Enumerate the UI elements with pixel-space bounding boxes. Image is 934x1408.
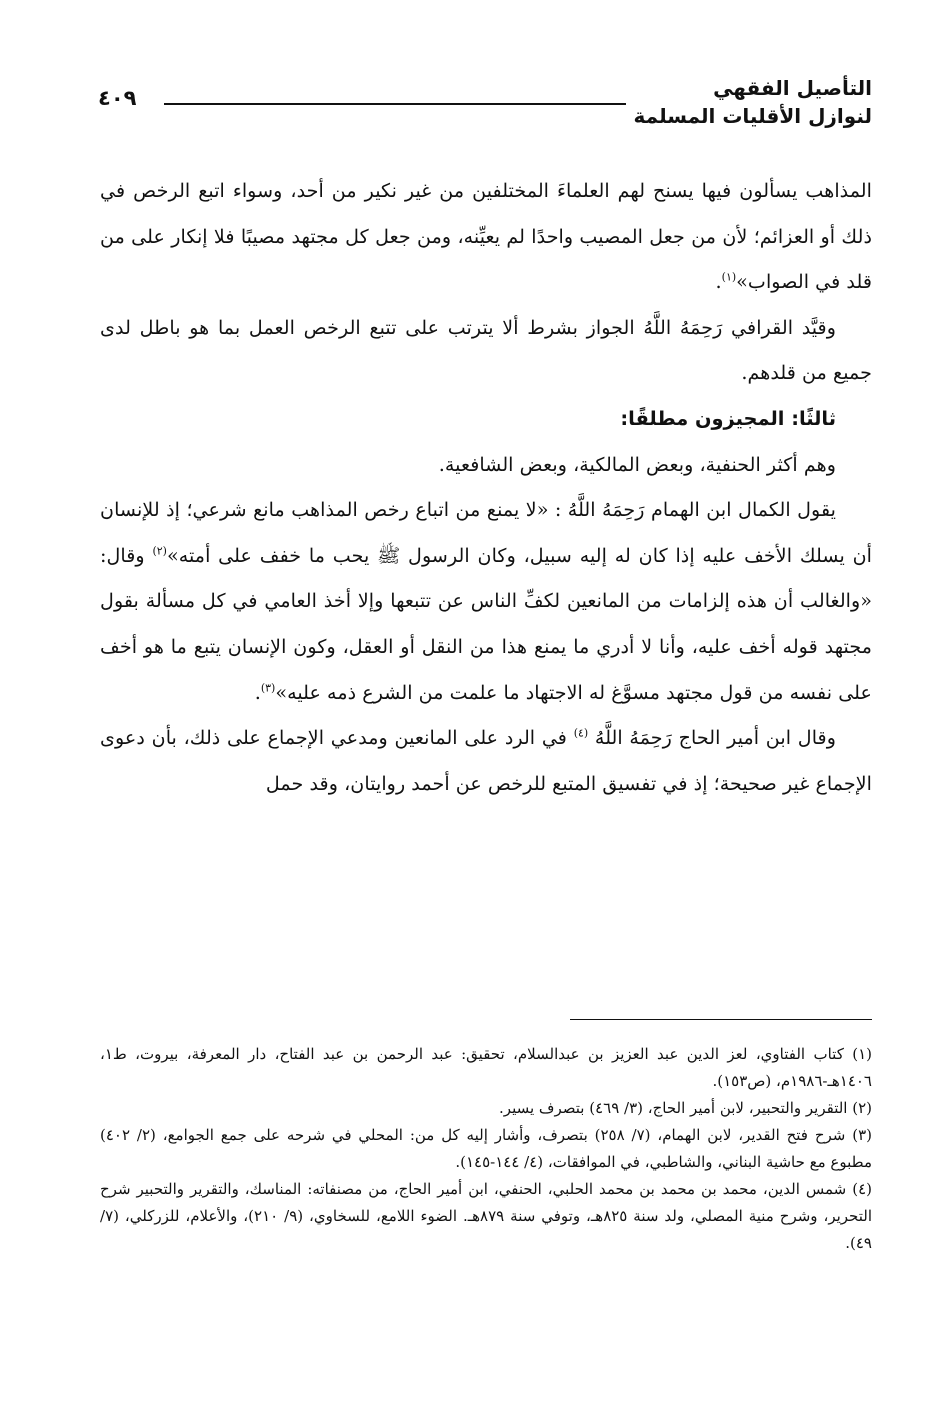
paragraph-3: وهم أكثر الحنفية، وبعض المالكية، وبعض الشافعية. [438,452,836,476]
paragraph-5-text-a: وقال ابن أمير الحاج رَحِمَهُ اللَّهُ [588,726,836,750]
footnote-3: (٣) شرح فتح القدير، لابن الهمام، (٧/ ٢٥٨) بتصرف، وأشار إليه كل من: المحلي في شرحه على جمع الجوامع، (٢/ ٤٠٢) مطبوع مع حاشية البناني، والشاطبي، في الموافقات، (٤/ ١٤٤-١٤٥). [100,1126,873,1171]
footnote-4: (٤) شمس الدين، محمد بن محمد بن محمد الحلبي، الحنفي، ابن أمير الحاج، من مصنفاته: المناسك، والتقرير والتحبير شرح التحرير، وشرح منية المصلي، ولد سنة ٨٢٥هـ، وتوفي سنة ٨٧٩هـ. الضوء اللامع، للسخاوي، (٩/ ٢١٠)، والأعلام، للزركلي، (٧/ ٤٩). [100,1180,872,1252]
book-title-line-2: لنوازل الأقليات المسلمة [633,104,872,128]
section-heading: ثالثًا: المجيزون مطلقًا: [620,406,836,430]
paragraph-1-end: . [715,270,722,294]
paragraph-2: وقيَّد القرافي رَحِمَهُ اللَّهُ الجواز بشرط ألا يترتب على تتبع الرخص العمل بما هو باطل لدى جميع من قلدهم. [100,315,872,385]
footnote-2: (٢) التقرير والتحبير، لابن أمير الحاج، (٣/ ٤٦٩) بتصرف يسير. [499,1099,872,1117]
footnote-ref-2: (٢) [152,544,167,558]
paragraph-4 [100,487,872,715]
header-rule [164,103,626,105]
paragraph-4-text-a: يقول الكمال ابن الهمام رَحِمَهُ اللَّهُ : «لا يمنع من اتباع رخص المذاهب مانع شرعي؛ إذ للإنسان أن يسلك الأخف عليه إذا كان له إليه سبيل، وكان الرسول ﷺ يحب ما خفف على أمته» [100,498,872,567]
running-header [92,66,882,138]
paragraph-5-text-b: في الرد على المانعين ومدعي الإجماع على ذلك، بأن دعوى الإجماع غير صحيحة؛ إذ في تفسيق المتبع للرخص عن أحمد روايتان، وقد حمل [100,726,872,795]
paragraph-4-end: . [254,680,261,704]
paragraph-5 [100,715,872,806]
footnote-ref-4: (٤) [573,726,589,740]
paragraph-1 [100,168,872,305]
footnote-separator [570,1019,872,1020]
page-number: ٤٠٩ [98,86,137,110]
footnotes [100,1041,872,1257]
footnote-ref-3: (٣) [260,681,276,695]
footnote-1: (١) كتاب الفتاوي، لعز الدين عبد العزيز بن عبدالسلام، تحقيق: عبد الرحمن بن عبد الفتاح، دار المعرفة، بيروت، ط١، ١٤٠٦هـ-١٩٨٦م، (ص١٥٣). [100,1045,872,1090]
book-title [634,74,872,130]
paragraph-4-text-b: وقال: «والغالب أن هذه إلزامات من المانعين لكفِّ الناس عن تتبعها وإلا أخذ العامي في كل مسألة بقول مجتهد قوله أخف عليه، وأنا لا أدري ما يمنع هذا من النقل أو العقل، وكون الإنسان يتبع ما هو أخف على نفسه من قول مجتهد مسوَّغ له الاجتهاد ما علمت من الشرع ذمه عليه» [100,543,872,704]
paragraph-1-text: المذاهب يسألون فيها يسنح لهم العلماءَ المختلفين من غير نكير من أحد، وسواء اتبع الرخص في ذلك أو العزائم؛ لأن من جعل المصيب واحدًا لم يعيِّنه، ومن جعل كل مجتهد مصيبًا فلا إنكار على من قلد في الصواب» [100,179,872,294]
book-title-line-1: التأصيل الفقهي [713,76,872,100]
main-text [100,168,872,806]
footnote-ref-1: (١) [721,270,737,284]
